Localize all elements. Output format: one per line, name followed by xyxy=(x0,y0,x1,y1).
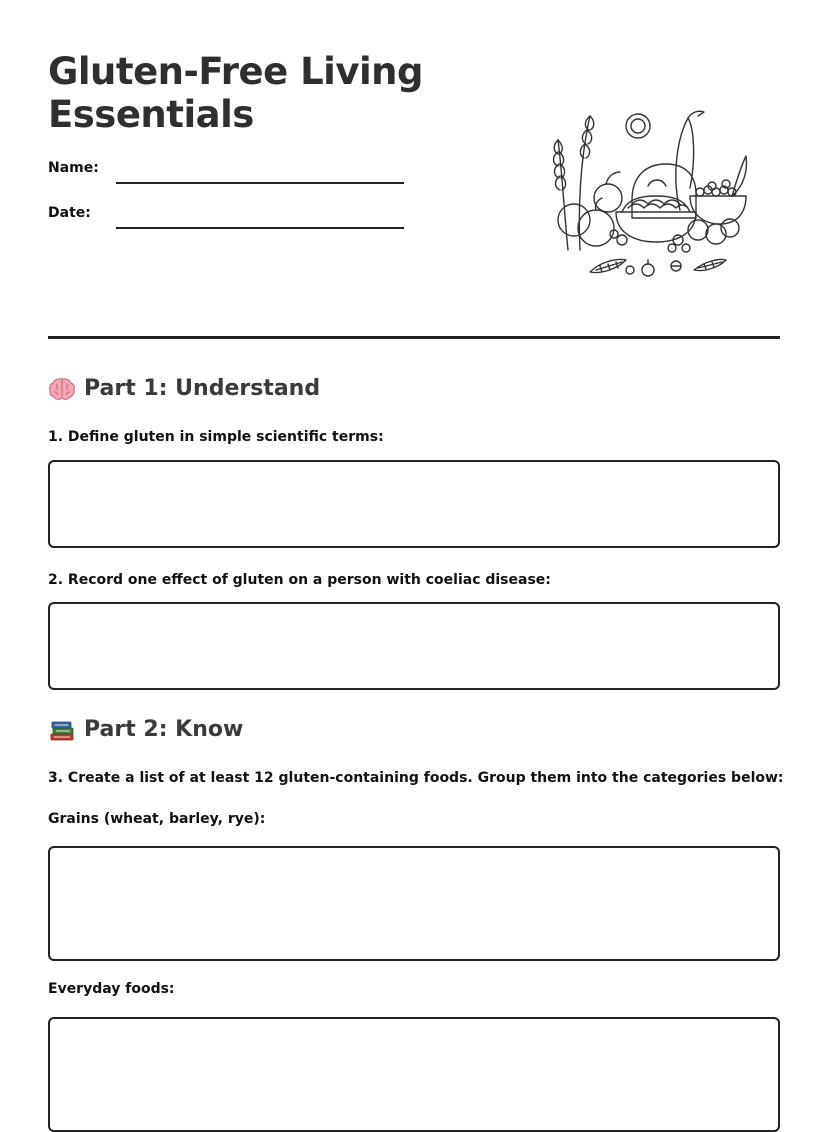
name-field[interactable] xyxy=(48,160,408,184)
title-line-2: Essentials xyxy=(48,93,254,136)
part2-heading xyxy=(48,716,243,744)
answer-box-grains[interactable] xyxy=(48,846,780,961)
answer-box-1[interactable] xyxy=(48,460,780,548)
question-1: 1. Define gluten in simple scientific terms: xyxy=(48,429,384,445)
section-divider xyxy=(48,336,780,339)
title-line-1: Gluten-Free Living xyxy=(48,50,423,93)
food-bowl-illustration xyxy=(540,100,750,280)
question-3: 3. Create a list of at least 12 gluten-containing foods. Group them into the categories below: xyxy=(48,770,784,786)
date-field[interactable] xyxy=(48,205,408,229)
name-line[interactable] xyxy=(116,182,404,184)
worksheet-title xyxy=(48,50,423,136)
answer-box-2[interactable] xyxy=(48,602,780,690)
date-line[interactable] xyxy=(116,227,404,229)
category-grains-label: Grains (wheat, barley, rye): xyxy=(48,811,266,827)
category-everyday-label: Everyday foods: xyxy=(48,981,175,997)
answer-box-everyday[interactable] xyxy=(48,1017,780,1132)
name-label: Name: xyxy=(48,160,99,176)
question-2: 2. Record one effect of gluten on a person with coeliac disease: xyxy=(48,572,551,588)
part1-heading xyxy=(48,375,320,403)
books-icon xyxy=(48,717,76,743)
date-label: Date: xyxy=(48,205,91,221)
brain-icon xyxy=(48,376,76,402)
part1-heading-text: Part 1: Understand xyxy=(84,376,321,401)
part2-heading-text: Part 2: Know xyxy=(84,717,244,742)
